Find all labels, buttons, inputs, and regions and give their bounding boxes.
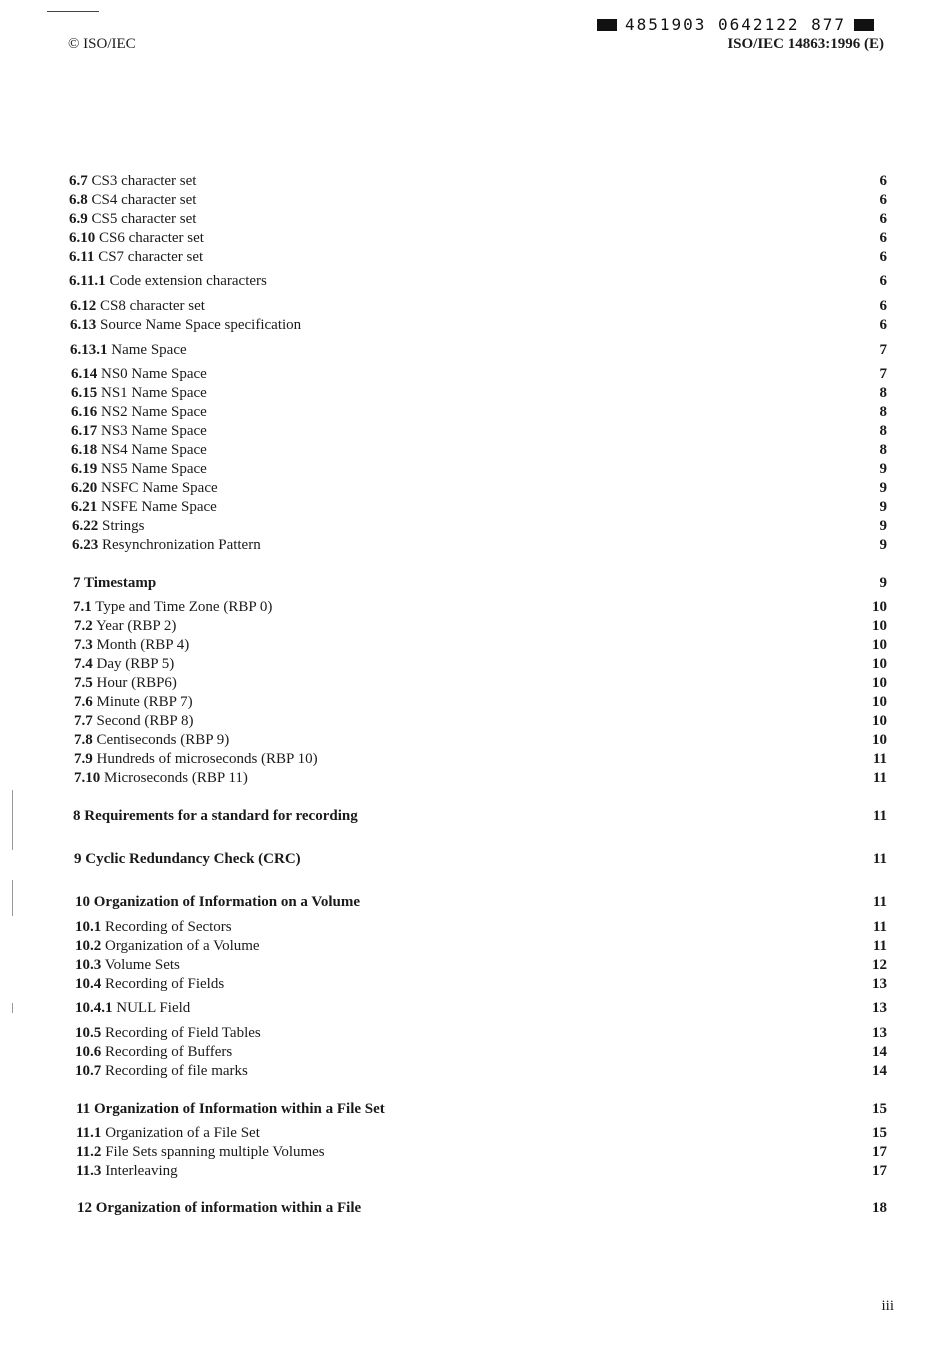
toc-entry-number: 6.18 <box>71 442 98 458</box>
toc-entry-number: 6.9 <box>69 211 88 227</box>
toc-entry-text: NS1 Name Space <box>101 385 207 401</box>
barcode-number: 4851903 0642122 877 <box>624 15 846 34</box>
toc-entry-text: Source Name Space specification <box>100 317 302 333</box>
toc-entry-page: 11 <box>872 751 887 767</box>
toc-entry-number: 7.2 <box>74 618 93 634</box>
toc-entry-text: CS5 character set <box>91 211 197 227</box>
toc-entry-number: 6.13.1 <box>70 342 108 358</box>
toc-entry-page: 13 <box>872 1025 887 1041</box>
toc-entry-title <box>77 1199 361 1218</box>
toc-entry-page: 10 <box>872 694 887 710</box>
toc-entry-text: CS4 character set <box>91 192 197 208</box>
toc-entry-text: Recording of file marks <box>105 1063 248 1079</box>
toc-entry <box>0 1143 950 1162</box>
toc-entry-text: NS0 Name Space <box>101 366 207 382</box>
toc-entry <box>0 479 950 498</box>
toc-entry-number: 6.14 <box>71 366 98 382</box>
toc-entry-title <box>75 937 260 956</box>
toc-entry-title <box>71 460 207 479</box>
toc-entry-page: 11 <box>872 894 887 910</box>
toc-entry-text: NS3 Name Space <box>101 423 207 439</box>
toc-entry-text: Minute (RBP 7) <box>96 694 193 710</box>
toc-entry-title <box>74 693 193 712</box>
toc-entry-page: 6 <box>879 192 887 208</box>
toc-entry-number: 6.12 <box>70 298 97 314</box>
toc-entry-title <box>75 1024 261 1043</box>
toc-entry-title <box>74 731 229 750</box>
toc-entry-text: Requirements for a standard for recording <box>84 808 358 824</box>
toc-entry-title <box>75 1062 248 1081</box>
toc-entry-title <box>72 536 261 555</box>
toc-entry <box>0 210 950 229</box>
toc-entry-page: 9 <box>879 537 887 553</box>
toc-entry <box>0 248 950 267</box>
toc-entry <box>0 341 950 360</box>
toc-entry-title <box>74 850 301 869</box>
toc-entry-title <box>74 769 248 788</box>
toc-entry-number: 11.3 <box>76 1163 102 1179</box>
toc-entry-text: Hundreds of microseconds (RBP 10) <box>96 751 318 767</box>
toc-entry-title <box>69 191 196 210</box>
barcode-block-left <box>597 19 617 31</box>
toc-entry-number: 8 <box>73 808 81 824</box>
toc-entry <box>0 975 950 994</box>
toc-entry-page: 17 <box>872 1163 887 1179</box>
toc-entry-text: Cyclic Redundancy Check (CRC) <box>85 851 301 867</box>
toc-entry-number: 10.5 <box>75 1025 102 1041</box>
toc-entry <box>0 769 950 788</box>
toc-entry <box>0 536 950 555</box>
toc-entry-text: Second (RBP 8) <box>96 713 194 729</box>
toc-entry-title <box>71 384 207 403</box>
toc-entry-number: 10 <box>75 894 90 910</box>
toc-entry-number: 12 <box>77 1200 92 1216</box>
toc-entry-page: 11 <box>872 770 887 786</box>
toc-entry <box>0 384 950 403</box>
toc-entry <box>0 229 950 248</box>
toc-entry-number: 7 <box>73 575 81 591</box>
toc-entry <box>0 172 950 191</box>
toc-entry-page: 8 <box>879 385 887 401</box>
toc-entry-page: 10 <box>872 599 887 615</box>
toc-entry-page: 9 <box>879 518 887 534</box>
toc-entry-title <box>75 956 180 975</box>
toc-entry-page: 6 <box>879 317 887 333</box>
toc-entry-title <box>69 229 204 248</box>
toc-entry <box>0 712 950 731</box>
toc-entry-title <box>69 248 203 267</box>
toc-entry-number: 6.21 <box>71 499 98 515</box>
toc-entry-page: 10 <box>872 675 887 691</box>
toc-entry-text: NSFC Name Space <box>101 480 218 496</box>
toc-entry <box>0 1199 950 1218</box>
toc-entry-text: Centiseconds (RBP 9) <box>96 732 230 748</box>
toc-entry-title <box>74 712 193 731</box>
toc-entry-text: Day (RBP 5) <box>96 656 175 672</box>
toc-entry-text: NS4 Name Space <box>101 442 207 458</box>
toc-entry-page: 11 <box>872 808 887 824</box>
toc-entry <box>0 956 950 975</box>
toc-entry-page: 9 <box>879 461 887 477</box>
toc-entry <box>0 1124 950 1143</box>
toc-entry-title <box>69 210 196 229</box>
toc-entry-number: 6.15 <box>71 385 98 401</box>
toc-entry-number: 6.13 <box>70 317 97 333</box>
toc-entry-title <box>75 918 232 937</box>
toc-entry-title <box>74 750 318 769</box>
toc-entry-page: 18 <box>872 1200 887 1216</box>
toc-entry-text: Timestamp <box>83 575 157 591</box>
toc-entry-page: 10 <box>872 618 887 634</box>
toc-entry-title <box>74 617 176 636</box>
toc-entry-number: 10.6 <box>75 1044 102 1060</box>
toc-entry-number: 10.4.1 <box>75 1000 113 1016</box>
toc-entry-page: 14 <box>872 1063 887 1079</box>
toc-entry-text: CS8 character set <box>100 298 205 314</box>
toc-entry <box>0 517 950 536</box>
toc-entry-title <box>73 574 156 593</box>
toc-entry-text: NS2 Name Space <box>101 404 207 420</box>
toc-entry-title <box>70 341 187 360</box>
toc-entry <box>0 1043 950 1062</box>
toc-entry-page: 6 <box>879 298 887 314</box>
toc-entry-page: 8 <box>879 423 887 439</box>
toc-entry-number: 10.1 <box>75 919 102 935</box>
toc-entry <box>0 403 950 422</box>
toc-entry-number: 10.7 <box>75 1063 102 1079</box>
toc-entry-text: Recording of Field Tables <box>105 1025 261 1041</box>
toc-entry-text: Organization of a Volume <box>105 938 260 954</box>
toc-entry-page: 11 <box>872 851 887 867</box>
toc-entry-number: 6.11.1 <box>69 273 106 289</box>
toc-entry-number: 7.3 <box>74 637 93 653</box>
toc-entry-number: 6.23 <box>72 537 99 553</box>
toc-entry <box>0 1024 950 1043</box>
toc-entry-title <box>75 975 224 994</box>
toc-entry-page: 6 <box>879 273 887 289</box>
top-rule <box>47 11 99 12</box>
toc-entry-text: Organization of Information on a Volume <box>93 894 361 910</box>
toc-entry-page: 13 <box>872 976 887 992</box>
toc-entry-number: 7.6 <box>74 694 93 710</box>
toc-entry-text: CS6 character set <box>99 230 204 246</box>
toc-entry-text: Type and Time Zone (RBP 0) <box>95 599 273 615</box>
toc-entry-page: 11 <box>872 919 887 935</box>
toc-entry-number: 6.22 <box>72 518 99 534</box>
toc-entry-text: Name Space <box>111 342 187 358</box>
toc-entry-title <box>76 1100 385 1119</box>
toc-entry <box>0 655 950 674</box>
toc-entry-number: 7.7 <box>74 713 93 729</box>
toc-entry-text: NS5 Name Space <box>101 461 207 477</box>
toc-entry-title <box>69 172 196 191</box>
toc-entry-number: 6.20 <box>71 480 98 496</box>
toc-entry-page: 15 <box>872 1125 887 1141</box>
toc-entry <box>0 1162 950 1181</box>
toc-entry-number: 7.10 <box>74 770 101 786</box>
toc-entry-title <box>71 498 217 517</box>
toc-entry-text: Strings <box>102 518 145 534</box>
toc-entry-title <box>74 636 189 655</box>
toc-entry <box>0 636 950 655</box>
toc-entry-page: 9 <box>879 575 887 591</box>
copyright-notice: © ISO/IEC <box>68 36 136 52</box>
toc-entry-page: 6 <box>879 173 887 189</box>
toc-entry-text: Microseconds (RBP 11) <box>104 770 248 786</box>
toc-entry-title <box>69 272 267 291</box>
toc-entry-text: Organization of a File Set <box>105 1125 260 1141</box>
toc-entry-number: 7.9 <box>74 751 93 767</box>
toc-entry-number: 6.10 <box>69 230 96 246</box>
toc-entry-title <box>75 999 190 1018</box>
toc-entry-title <box>71 441 207 460</box>
toc-entry <box>0 893 950 912</box>
toc-entry-title <box>72 517 145 536</box>
toc-entry-number: 6.8 <box>69 192 88 208</box>
toc-entry-number: 7.5 <box>74 675 93 691</box>
toc-entry-number: 6.17 <box>71 423 98 439</box>
toc-entry-text: Month (RBP 4) <box>96 637 190 653</box>
toc-entry <box>0 731 950 750</box>
scan-artifact <box>12 1003 13 1013</box>
toc-entry-text: Recording of Fields <box>105 976 225 992</box>
toc-entry-page: 10 <box>872 637 887 653</box>
toc-entry-page: 11 <box>872 938 887 954</box>
toc-entry <box>0 918 950 937</box>
toc-entry-text: Year (RBP 2) <box>95 618 177 634</box>
toc-entry <box>0 750 950 769</box>
toc-entry-title <box>76 1143 325 1162</box>
toc-entry-text: Recording of Sectors <box>105 919 232 935</box>
toc-entry-title <box>76 1162 178 1181</box>
toc-entry-page: 12 <box>872 957 887 973</box>
toc-entry-text: Organization of Information within a File Set <box>93 1101 385 1117</box>
toc-entry-number: 10.2 <box>75 938 102 954</box>
toc-entry <box>0 422 950 441</box>
toc-entry-title <box>75 893 360 912</box>
toc-entry <box>0 937 950 956</box>
toc-entry-number: 6.16 <box>71 404 98 420</box>
scan-artifact <box>12 880 13 916</box>
toc-entry-title <box>73 807 358 826</box>
toc-entry-title <box>76 1124 260 1143</box>
toc-entry <box>0 999 950 1018</box>
toc-entry-text: Resynchronization Pattern <box>102 537 261 553</box>
toc-entry-number: 10.4 <box>75 976 102 992</box>
toc-entry-page: 10 <box>872 732 887 748</box>
toc-entry-title <box>73 598 272 617</box>
toc-entry-page: 14 <box>872 1044 887 1060</box>
toc-entry <box>0 191 950 210</box>
toc-entry-text: Organization of information within a File <box>95 1200 362 1216</box>
toc-entry <box>0 365 950 384</box>
toc-entry-title <box>74 674 177 693</box>
toc-entry <box>0 1100 950 1119</box>
toc-entry-text: Volume Sets <box>104 957 180 973</box>
toc-entry <box>0 297 950 316</box>
toc-entry-text: NSFE Name Space <box>101 499 217 515</box>
toc-entry-number: 7.1 <box>73 599 92 615</box>
toc-entry-number: 11.2 <box>76 1144 102 1160</box>
toc-entry-text: CS3 character set <box>91 173 197 189</box>
toc-entry-page: 13 <box>872 1000 887 1016</box>
toc-entry-number: 9 <box>74 851 82 867</box>
toc-entry <box>0 674 950 693</box>
toc-entry <box>0 850 950 869</box>
toc-entry <box>0 498 950 517</box>
toc-entry <box>0 693 950 712</box>
toc-entry-text: Interleaving <box>105 1163 178 1179</box>
barcode-block-right <box>854 19 874 31</box>
toc-entry <box>0 272 950 291</box>
toc-entry-number: 6.11 <box>69 249 95 265</box>
toc-entry <box>0 598 950 617</box>
toc-entry-title <box>71 365 207 384</box>
toc-entry <box>0 316 950 335</box>
toc-entry-page: 9 <box>879 499 887 515</box>
toc-entry-number: 6.7 <box>69 173 88 189</box>
toc-entry-title <box>70 316 301 335</box>
toc-entry-title <box>75 1043 232 1062</box>
toc-entry-page: 17 <box>872 1144 887 1160</box>
toc-entry-page: 7 <box>879 366 887 382</box>
toc-entry-text: NULL Field <box>116 1000 191 1016</box>
toc-entry-title <box>70 297 205 316</box>
barcode-strip <box>597 15 874 34</box>
toc-entry <box>0 617 950 636</box>
toc-entry-text: Recording of Buffers <box>105 1044 233 1060</box>
toc-entry-number: 7.8 <box>74 732 93 748</box>
toc-entry-text: CS7 character set <box>98 249 204 265</box>
toc-entry-page: 15 <box>872 1101 887 1117</box>
toc-entry-number: 7.4 <box>74 656 93 672</box>
toc-entry-page: 8 <box>879 442 887 458</box>
toc-entry-page: 7 <box>879 342 887 358</box>
toc-entry-page: 9 <box>879 480 887 496</box>
toc-entry-page: 6 <box>879 249 887 265</box>
toc-entry-title <box>71 479 218 498</box>
toc-entry <box>0 1062 950 1081</box>
toc-entry-title <box>74 655 174 674</box>
toc-entry-title <box>71 422 207 441</box>
toc-entry-text: Hour (RBP6) <box>96 675 177 691</box>
toc-entry-page: 10 <box>872 713 887 729</box>
document-id: ISO/IEC 14863:1996 (E) <box>727 36 884 52</box>
toc-entry-number: 6.19 <box>71 461 98 477</box>
toc-entry-number: 10.3 <box>75 957 102 973</box>
page-number: iii <box>881 1298 894 1314</box>
toc-entry-page: 8 <box>879 404 887 420</box>
toc-entry-page: 10 <box>872 656 887 672</box>
toc-entry-page: 6 <box>879 230 887 246</box>
scan-artifact <box>12 790 13 850</box>
toc-entry-text: Code extension characters <box>109 273 267 289</box>
toc-entry-number: 11.1 <box>76 1125 102 1141</box>
toc-entry-text: File Sets spanning multiple Volumes <box>105 1144 325 1160</box>
toc-entry <box>0 460 950 479</box>
toc-entry-title <box>71 403 207 422</box>
toc-entry-page: 6 <box>879 211 887 227</box>
toc-entry <box>0 441 950 460</box>
toc-entry <box>0 574 950 593</box>
toc-entry-number: 11 <box>76 1101 91 1117</box>
toc-entry <box>0 807 950 826</box>
